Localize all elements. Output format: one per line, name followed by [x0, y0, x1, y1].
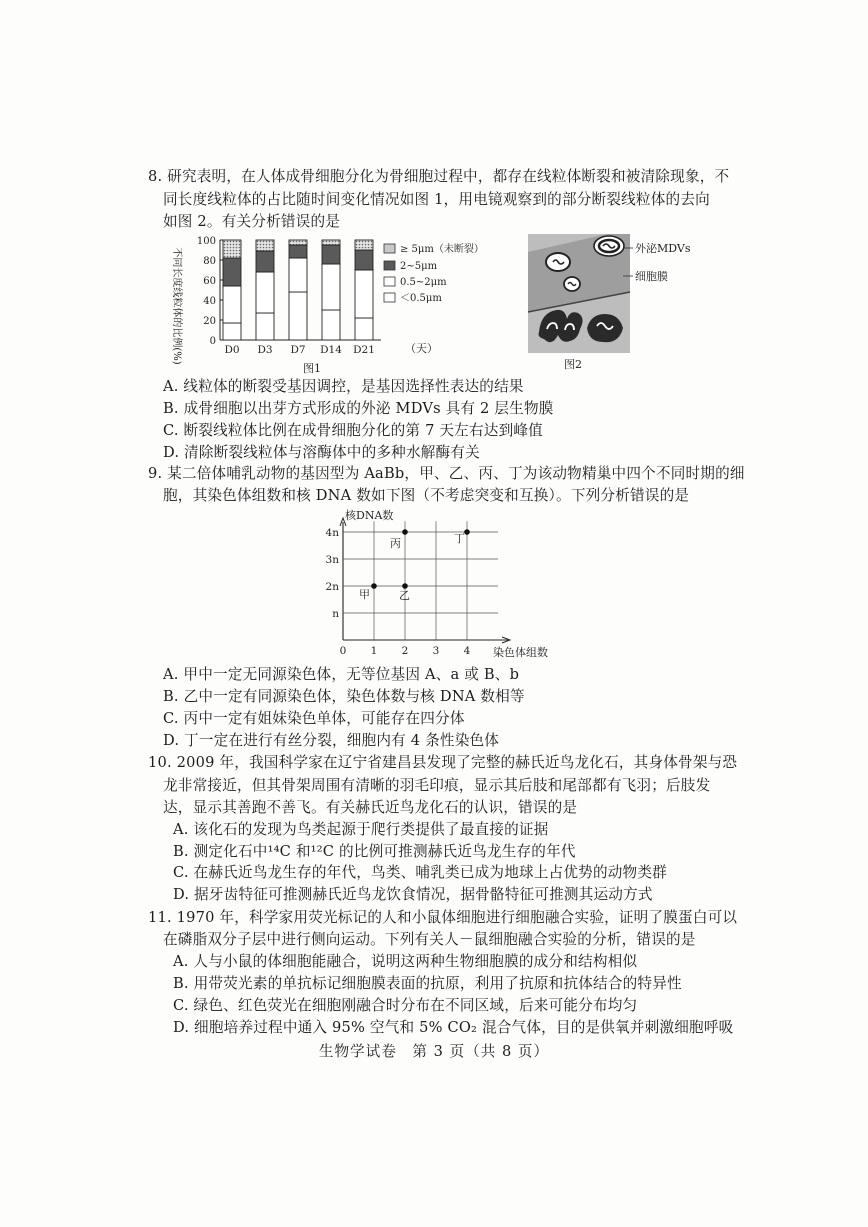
fig1-ylabel: 不同长度线粒体的比例(%) — [171, 247, 182, 365]
fig2-label-mdv: 外泌MDVs — [635, 242, 691, 255]
q9-stem-line-2: 胞，其染色体组数和核 DNA 数如下图（不考虑突变和互换）。下列分析错误的是 — [163, 487, 690, 504]
legend-label-ge5: ≥ 5μm（未断裂） — [400, 244, 484, 255]
q9-point-甲 — [371, 583, 377, 589]
fig1-y-tick-label: 80 — [203, 256, 216, 267]
q9-chart-points — [359, 529, 470, 602]
q11-option-d: D. 细胞培养过程中通入 95% 空气和 5% CO₂ 混合气体，目的是供氧并刺激细胞呼吸 — [173, 1019, 734, 1036]
legend-label-05-2: 0.5~2μm — [400, 277, 447, 288]
q9-point-乙 — [402, 583, 408, 589]
fig1-y-tick-label: 0 — [209, 336, 216, 347]
fig1-bar-D7-seg0 — [289, 292, 307, 340]
fig1-unit: （天） — [405, 342, 438, 355]
q9-x-tick-label: 1 — [370, 645, 378, 657]
q10-stem-line-2: 龙非常接近，但其骨架周围有清晰的羽毛印痕，显示其后肢和尾部都有飞羽；后肢发 — [163, 777, 711, 794]
fig1-bar-D3-seg3 — [256, 240, 274, 251]
q11-option-b: B. 用带荧光素的单抗标记细胞膜表面的抗原，利用了抗原和抗体结合的特异性 — [173, 975, 682, 992]
fig1-x-tick-label: D14 — [320, 344, 342, 356]
q8-stem-line-1: 8. 研究表明，在人体成骨细胞分化为骨细胞过程中，都存在线粒体断裂和被清除现象，不 — [148, 168, 730, 185]
legend-swatch-2-5 — [384, 261, 395, 270]
q8-stem-line-2: 同长度线粒体的占比随时间变化情况如图 1，用电镜观察到的部分断裂线粒体的去向 — [163, 191, 710, 208]
q8-option-c: C. 断裂线粒体比例在成骨细胞分化的第 7 天左右达到峰值 — [163, 422, 543, 439]
q10-option-a: A. 该化石的发现为鸟类起源于爬行类提供了最直接的证据 — [173, 821, 549, 838]
fig1-bar-D14-seg1 — [322, 264, 340, 310]
q9-chart-ylabel: 核DNA数 — [345, 509, 394, 522]
q8-option-b: B. 成骨细胞以出芽方式形成的外泌 MDVs 具有 2 层生物膜 — [163, 400, 554, 417]
fig1-x-tick-label: D7 — [290, 344, 306, 356]
q11-option-c: C. 绿色、红色荧光在细胞刚融合时分布在不同区域，后来可能分布均匀 — [173, 997, 638, 1014]
q9-y-tick-label: 2n — [325, 581, 339, 593]
q9-option-b: B. 乙中一定有同源染色体，染色体数与核 DNA 数相等 — [163, 688, 525, 705]
q9-chart-xlabel: 染色体组数 — [493, 646, 548, 659]
fig1-bar-D0-seg0 — [223, 323, 241, 340]
q8-option-a: A. 线粒体的断裂受基因调控，是基因选择性表达的结果 — [163, 378, 524, 395]
fig1-bar-D21-seg2 — [355, 250, 373, 270]
q10-option-d: D. 据牙齿特征可推测赫氏近鸟龙饮食情况，据骨骼特征可推测其运动方式 — [173, 886, 653, 903]
fig1-bar-D14-seg3 — [322, 240, 340, 245]
fig1-y-tick-label: 40 — [203, 296, 216, 307]
fig1-bars — [223, 240, 373, 340]
fig1-caption: 图1 — [303, 362, 321, 375]
q9-point-label: 乙 — [399, 589, 410, 602]
q9-option-d: D. 丁一定在进行有丝分裂，细胞内有 4 条性染色体 — [163, 732, 500, 749]
q11-stem-line-2: 在磷脂双分子层中进行侧向运动。下列有关人－鼠细胞融合实验的分析，错误的是 — [163, 931, 696, 948]
fig1-bar-D0-seg1 — [223, 286, 241, 323]
fig1-bar-D21-seg0 — [355, 318, 373, 340]
fig1-y-tick-label: 20 — [203, 316, 216, 327]
q9-option-c: C. 丙中一定有姐妹染色单体，可能存在四分体 — [163, 710, 465, 727]
fig2-budding-mdv — [546, 253, 570, 271]
q10-option-c: C. 在赫氏近鸟龙生存的年代，鸟类、哺乳类已成为地球上占优势的动物类群 — [173, 864, 667, 881]
legend-label-2-5: 2~5μm — [400, 261, 438, 272]
q9-y-tick-label: n — [332, 608, 339, 620]
q9-chart-grid — [326, 518, 510, 657]
q9-stem-line-1: 9. 某二倍体哺乳动物的基因型为 AaBb，甲、乙、丙、丁为该动物精巢中四个不同时期的细 — [148, 465, 745, 482]
q9-option-a: A. 甲中一定无同源染色体，无等位基因 A、a 或 B、b — [163, 666, 520, 683]
fig1-y-tick-label: 100 — [196, 236, 216, 247]
q11-option-a: A. 人与小鼠的体细胞能融合，说明这两种生物细胞膜的成分和结构相似 — [173, 953, 638, 970]
q11-stem-line-1: 11. 1970 年，科学家用荧光标记的人和小鼠体细胞进行细胞融合实验，证明了膜蛋白可以 — [148, 909, 738, 926]
q10-option-b: B. 测定化石中¹⁴C 和¹²C 的比例可推测赫氏近鸟龙生存的年代 — [173, 843, 576, 860]
figure-1-stacked-bar-chart — [160, 228, 484, 378]
fig1-bar-D7-seg3 — [289, 240, 307, 245]
fig1-y-tick-label: 60 — [203, 276, 216, 287]
q9-y-tick-label: 4n — [325, 527, 339, 539]
fig2-vesicle — [564, 277, 580, 291]
figure-2-mitochondria-diagram — [525, 234, 725, 374]
legend-swatch-ge5 — [384, 244, 395, 253]
fig1-bar-D14-seg2 — [322, 245, 340, 264]
fig1-bar-D21-seg3 — [355, 240, 373, 250]
q10-stem-line-3: 达，显示其善跑不善飞。有关赫氏近鸟龙化石的认识，错误的是 — [163, 799, 578, 816]
legend-swatch-lt05 — [384, 293, 395, 302]
q9-x-tick-label: 4 — [463, 645, 471, 657]
q9-y-tick-label: 3n — [325, 554, 339, 566]
fig2-label-membrane: 细胞膜 — [635, 270, 668, 283]
fig1-bar-D7-seg2 — [289, 245, 307, 258]
q9-x-tick-label: 0 — [339, 645, 347, 657]
fig2-caption: 图2 — [564, 358, 582, 371]
q9-point-label: 丙 — [390, 537, 401, 550]
fig1-bar-D3-seg2 — [256, 251, 274, 272]
q9-point-丁 — [464, 529, 470, 535]
q8-option-d: D. 清除断裂线粒体与溶酶体中的多种水解酶有关 — [163, 444, 480, 461]
q9-x-tick-label: 2 — [401, 645, 409, 657]
fig1-x-ticks — [224, 344, 374, 356]
fig1-x-tick-label: D21 — [353, 344, 375, 356]
fig1-legend — [384, 242, 484, 304]
fig1-bar-D0-seg3 — [223, 240, 241, 258]
q9-point-label: 丁 — [454, 532, 465, 545]
legend-label-lt05: ＜0.5μm — [400, 293, 442, 304]
page-footer: 生物学试卷 第 3 页（共 8 页） — [318, 1043, 550, 1060]
figure-q9-scatter-grid — [315, 506, 555, 664]
q9-point-丙 — [402, 529, 408, 535]
fig1-x-tick-label: D3 — [257, 344, 273, 356]
fig1-bar-D3-seg1 — [256, 272, 274, 313]
fig1-x-tick-label: D0 — [224, 344, 240, 356]
q8-stem-line-3: 如图 2。有关分析错误的是 — [163, 213, 341, 230]
q10-stem-line-1: 10. 2009 年，我国科学家在辽宁省建昌县发现了完整的赫氏近鸟龙化石，其身体骨架与恐 — [148, 754, 738, 771]
q9-x-tick-label: 3 — [432, 645, 440, 657]
fig1-bar-D14-seg0 — [322, 310, 340, 340]
fig1-bar-D3-seg0 — [256, 313, 274, 340]
fig1-bar-D21-seg1 — [355, 270, 373, 318]
legend-swatch-05-2 — [384, 277, 395, 286]
fig1-bar-D0-seg2 — [223, 258, 241, 286]
fig2-external-mdv — [594, 236, 624, 256]
fig1-bar-D7-seg1 — [289, 258, 307, 292]
q9-point-label: 甲 — [359, 588, 370, 601]
